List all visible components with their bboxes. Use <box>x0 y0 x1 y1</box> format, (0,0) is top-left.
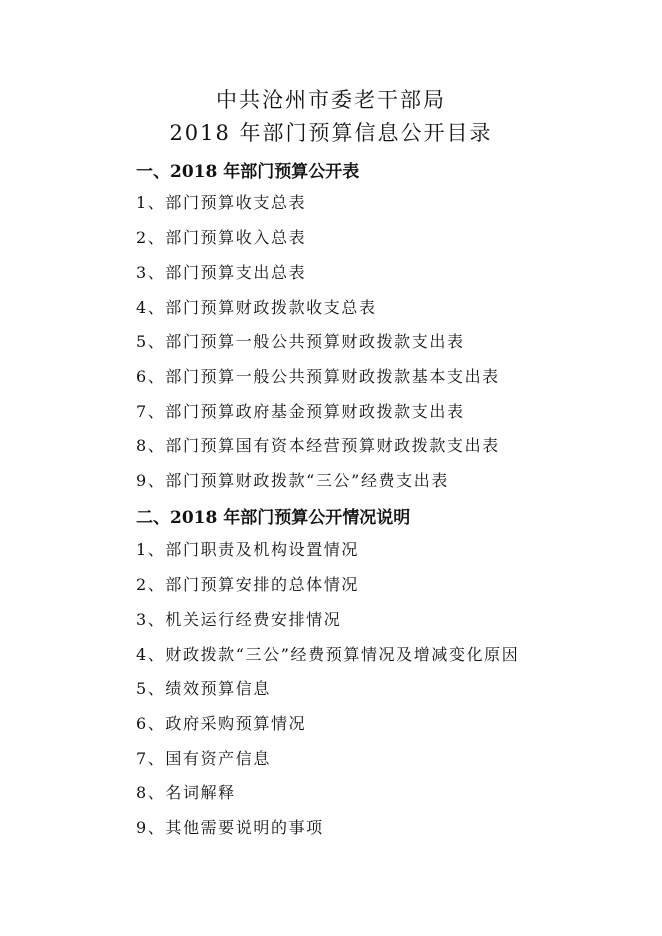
section1-item: 4、部门预算财政拨款收支总表 <box>136 298 377 317</box>
document-title-organization: 中共沧州市委老干部局 <box>216 88 446 112</box>
section2-item: 2、部门预算安排的总体情况 <box>136 575 359 594</box>
document-title: 2018 年部门预算信息公开目录 <box>169 121 493 145</box>
section1-item: 2、部门预算收入总表 <box>136 228 307 247</box>
section2-item: 1、部门职责及机构设置情况 <box>136 540 359 559</box>
section1-item: 9、部门预算财政拨款“三公”经费支出表 <box>136 471 449 490</box>
section1-heading: 一、2018 年部门预算公开表 <box>136 162 360 182</box>
section1-item: 6、部门预算一般公共预算财政拨款基本支出表 <box>136 367 500 386</box>
section2-item: 4、财政拨款“三公”经费预算情况及增减变化原因 <box>136 645 520 664</box>
section1-item: 5、部门预算一般公共预算财政拨款支出表 <box>136 332 465 351</box>
section1-item: 8、部门预算国有资本经营预算财政拨款支出表 <box>136 436 500 455</box>
section1-item: 1、部门预算收支总表 <box>136 193 307 212</box>
section1-item: 7、部门预算政府基金预算财政拨款支出表 <box>136 402 465 421</box>
section1-item: 3、部门预算支出总表 <box>136 263 307 282</box>
section2-item: 8、名词解释 <box>136 783 236 802</box>
section2-item: 6、政府采购预算情况 <box>136 714 307 733</box>
section2-item: 3、机关运行经费安排情况 <box>136 610 342 629</box>
section2-item: 9、其他需要说明的事项 <box>136 818 324 837</box>
section2-item: 7、国有资产信息 <box>136 749 271 768</box>
section2-heading: 二、2018 年部门预算公开情况说明 <box>136 508 411 528</box>
section2-item: 5、绩效预算信息 <box>136 679 271 698</box>
